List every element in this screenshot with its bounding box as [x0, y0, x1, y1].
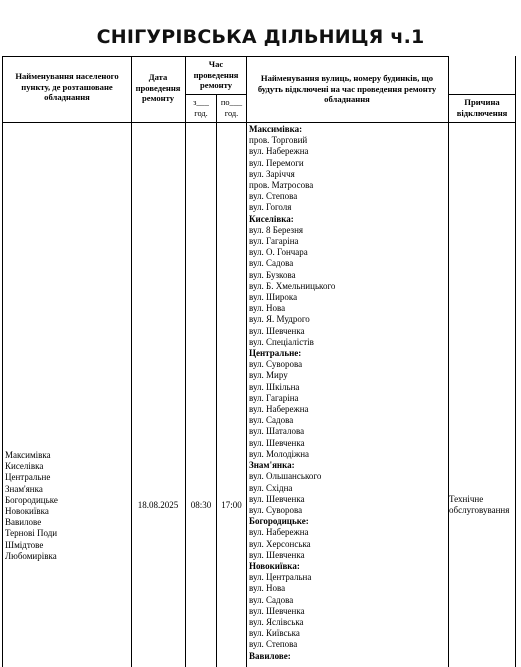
settlements-list	[5, 450, 129, 562]
street-item: вул. Гагаріна	[249, 392, 299, 403]
settlement-group-heading: Знам'янка:	[249, 460, 295, 471]
time-header-divider	[185, 94, 246, 95]
header-settlement: Найменування населеного пункту, де розташоване обладнання	[15, 71, 119, 102]
street-item: вул. Нова	[249, 583, 286, 594]
street-item: вул. Садова	[249, 258, 294, 269]
reason-header-bottom-line	[448, 122, 515, 123]
settlement-item: Шмідтове	[5, 539, 44, 550]
header-time-to: по___ год.	[220, 98, 243, 118]
street-item: вул. Суворова	[249, 359, 303, 370]
schedule-table	[2, 56, 516, 667]
column-divider	[246, 56, 247, 667]
column-divider	[448, 56, 449, 667]
street-item: вул. Широка	[249, 292, 298, 303]
street-item: вул. Гоголя	[249, 202, 292, 213]
street-item: вул. Набережна	[249, 404, 309, 415]
settlement-item: Вавилове	[5, 517, 42, 528]
settlement-item: Любомирівка	[5, 550, 57, 561]
street-item: вул. Миру	[249, 370, 288, 381]
street-item: вул. 8 Березня	[249, 224, 304, 235]
street-item: пров. Матросова	[249, 180, 314, 191]
street-item: вул. Я. Мудрого	[249, 314, 310, 325]
street-item: вул. Центральна	[249, 572, 312, 583]
street-item: вул. Степова	[249, 639, 298, 650]
street-item: пров. Торговий	[249, 135, 308, 146]
time-subcolumn-divider	[216, 94, 217, 667]
settlement-item: Киселівка	[5, 461, 44, 472]
street-item: вул. Набережна	[249, 527, 309, 538]
street-item: вул. Яслівська	[249, 616, 304, 627]
street-item: вул. Гагаріна	[249, 236, 299, 247]
street-item: вул. Б. Хмельницького	[249, 280, 336, 291]
disconnection-reason: Технічне обслуговування	[449, 494, 510, 516]
street-item: вул. Шкільна	[249, 381, 300, 392]
header-streets: Найменування вулиць, номеру будинків, що будуть відключені на час проведення ремонту обладнання	[257, 73, 437, 104]
street-item: вул. Ольшанського	[249, 471, 322, 482]
street-item: вул. Херсонська	[249, 538, 311, 549]
street-item: вул. Шевченка	[249, 325, 305, 336]
table-border-top	[2, 56, 448, 57]
street-item: вул. Бузкова	[249, 269, 296, 280]
settlement-item: Знам'янка	[5, 483, 43, 494]
street-item: вул. Шевченка	[249, 549, 305, 560]
repair-date: 18.08.2025	[137, 500, 179, 510]
street-item: вул. Набережна	[249, 146, 309, 157]
street-item: вул. Садова	[249, 415, 294, 426]
time-from-value: 08:30	[190, 500, 212, 510]
street-item: вул. Суворова	[249, 504, 303, 515]
settlement-group-heading: Вавилове:	[249, 650, 291, 661]
header-time: Час проведення ремонту	[193, 59, 239, 90]
settlement-group-heading: Центральне:	[249, 348, 302, 359]
header-time-from: з___ год.	[193, 98, 209, 118]
street-item: вул. Східна	[249, 482, 293, 493]
street-item: вул. Київська	[249, 628, 300, 639]
settlement-group-heading: Богородицьке:	[249, 516, 309, 527]
header-date: Дата проведення ремонту	[135, 72, 181, 103]
street-item: вул. Спеціалістів	[249, 336, 314, 347]
header-bottom-line	[2, 122, 448, 123]
settlement-item: Новокиївка	[5, 506, 49, 517]
settlement-item: Тернові Поди	[5, 528, 58, 539]
settlement-group-heading: Новокиївка:	[249, 560, 300, 571]
settlement-item: Богородицьке	[5, 494, 58, 505]
street-item: вул. Заріччя	[249, 168, 295, 179]
street-item: вул. Шевченка	[249, 605, 305, 616]
street-item: вул. Молодіжна	[249, 448, 310, 459]
street-item: вул. О. Гончара	[249, 247, 308, 258]
header-reason: Причина відключення	[456, 97, 508, 118]
settlement-item: Центральне	[5, 472, 51, 483]
street-item: вул. Степова	[249, 191, 298, 202]
column-divider	[131, 56, 132, 667]
street-item: вул. Садова	[249, 594, 294, 605]
table-border-left	[2, 56, 3, 667]
settlement-group-heading: Максимівка:	[249, 124, 303, 134]
settlement-group-heading: Киселівка:	[249, 213, 294, 224]
street-item: вул. Шевченка	[249, 493, 305, 504]
street-item: вул. Шевченка	[249, 437, 305, 448]
settlement-item: Максимівка	[5, 450, 51, 460]
street-item: вул. Шаталова	[249, 426, 305, 437]
table-border-right	[515, 56, 516, 667]
column-divider	[185, 56, 186, 667]
page-title: СНІГУРІВСЬКА ДІЛЬНИЦЯ ч.1	[96, 26, 425, 48]
street-item: вул. Перемоги	[249, 157, 304, 168]
time-to-value: 17:00	[221, 500, 242, 510]
reason-header-top-line	[448, 94, 515, 95]
street-item: вул. Нова	[249, 303, 286, 314]
streets-list	[249, 124, 445, 662]
